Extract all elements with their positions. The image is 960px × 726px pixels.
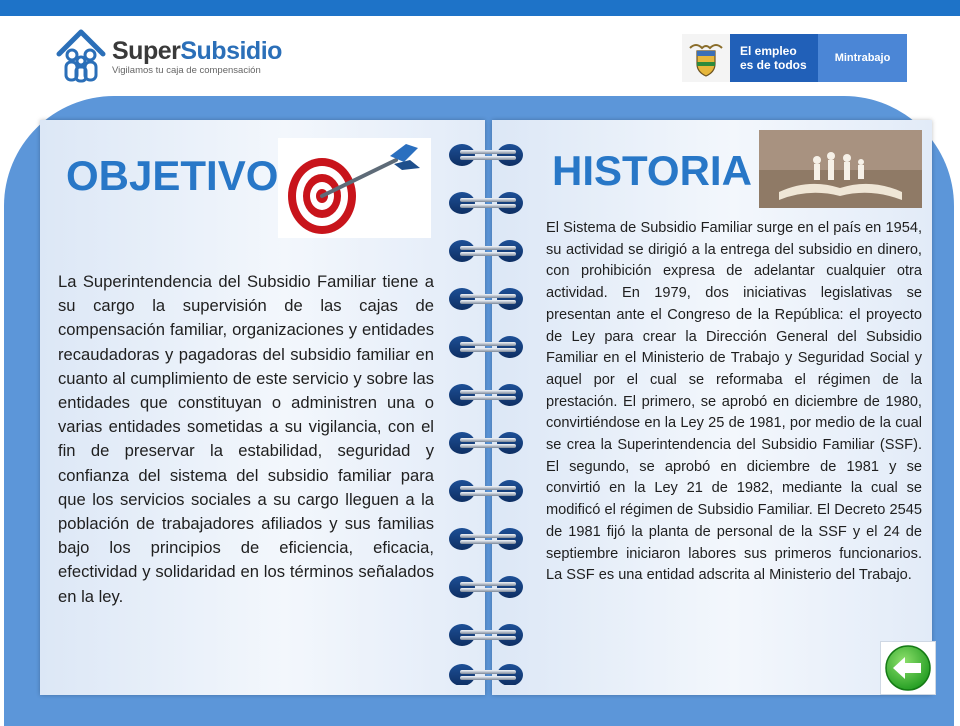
objetivo-text: La Superintendencia del Subsidio Familiar tiene a su cargo la supervisión de las cajas de compensación familiar, organizaciones y entidades recaudadoras y pagadoras del subsidio familiar en cuanto al cumplimiento de este servicio y sobre las entidades que constituyan o administren una o varias entidades sometidas a su vigilancia, con el fin de preservar la estabilidad, seguridad y confianza del sistema del subsidio familiar para que los servicios sociales a su cargo lleguen a la población de trabajadores afiliados y sus familias bajo los principios de eficiencia, eficacia, efectividad y solidaridad en los términos señalados en la ley. bbox=[58, 272, 434, 606]
gov-slogan-line1: El empleo bbox=[740, 44, 797, 58]
historia-text: El Sistema de Subsidio Familiar surge en el país en 1954, su actividad se dirigió a la entrega del subsidio en dinero, con prohibición expresa de adelantar cualquier otra actividad. En 1979, dos iniciativas legislativas se presentan ante el Congreso de la República: el proyecto de Ley para crear la Dirección General del Subsidio Familiar en el Ministerio de Trabajo y Seguridad Social y aquel por el cual se reformaba el régimen de la prestación. El primero, se aprobó en diciembre de 1980, convirtiéndose en la Ley 25 de 1981, por medio de la cual se crea la Superintendencia del Subsidio Familiar (SSF). El segundo, se aprobó en diciembre de 1981 y se convirtió en la Ley 21 de 1982, mediante la cual se modificó el régimen de Subsidio Familiar. El Decreto 2545 de 1981 fijó la planta de personal de la SSF y el 24 de septiembre iniciaron labores sus primeros funcionarios. La SSF es una entidad adscrita al Ministerio del Trabajo. bbox=[546, 220, 922, 584]
historia-title: HISTORIA bbox=[552, 147, 752, 194]
back-button[interactable] bbox=[880, 641, 936, 695]
objetivo-title: OBJETIVO bbox=[66, 152, 279, 199]
government-banner[interactable] bbox=[682, 34, 907, 82]
family-house-icon bbox=[55, 28, 107, 84]
logo-name bbox=[112, 38, 282, 64]
logo-name-super: Super bbox=[112, 37, 181, 65]
top-bar bbox=[0, 0, 960, 16]
colombia-shield-icon bbox=[682, 34, 730, 82]
logo-tagline: Vigilamos tu caja de compensación bbox=[112, 65, 261, 76]
gov-slogan-line2: es de todos bbox=[740, 58, 807, 72]
logo-name-subsidio: Subsidio bbox=[180, 37, 282, 65]
spiral-binding bbox=[440, 140, 540, 685]
logo-text bbox=[112, 38, 282, 77]
arrow-left-icon bbox=[881, 642, 935, 694]
dartboard-icon bbox=[278, 138, 431, 238]
open-book-icon bbox=[759, 130, 922, 208]
gov-ministry: Mintrabajo bbox=[818, 34, 907, 82]
gov-slogan bbox=[730, 34, 818, 82]
